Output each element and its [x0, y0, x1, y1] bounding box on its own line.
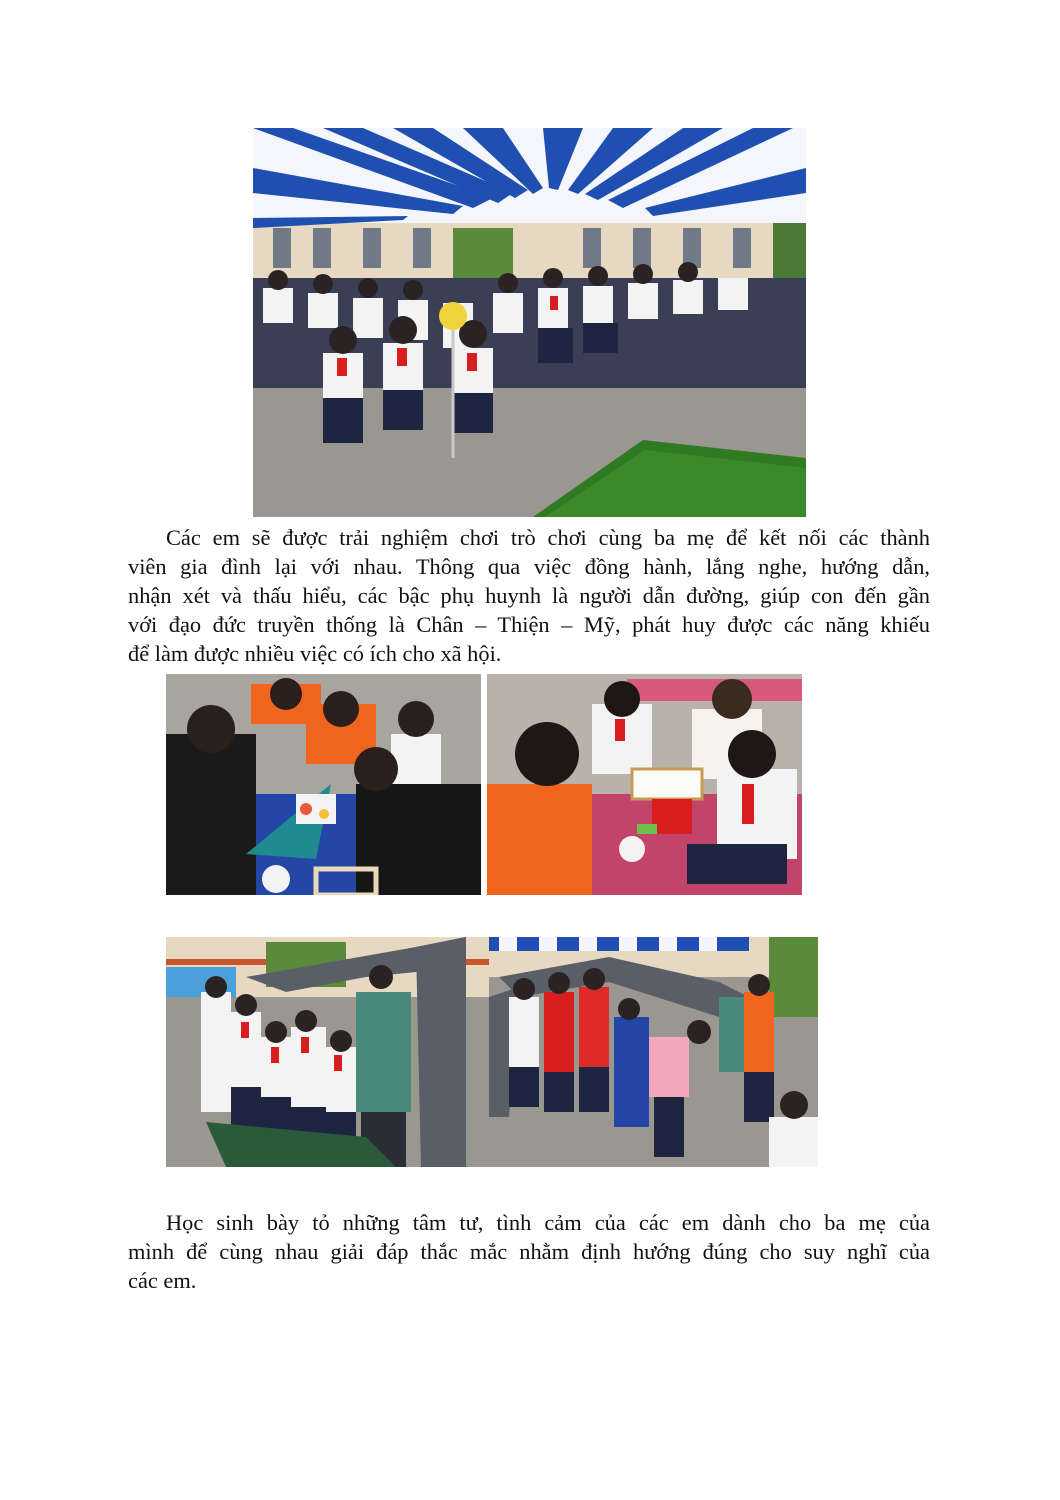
paragraph-1-line-4: với đạo đức truyền thống là Chân – Thiện – Mỹ, phát huy được các năng khiếu: [128, 612, 930, 637]
photo-cloth-tunnel-game-right: [489, 937, 818, 1167]
paragraph-1: [128, 523, 930, 668]
paragraph-2: [128, 1208, 930, 1295]
paragraph-1-line-1: Các em sẽ được trải nghiệm chơi trò chơi cùng ba mẹ để kết nối các thành: [166, 525, 930, 550]
photo-children-playing-mat-game: [487, 674, 802, 895]
paragraph-2-line-3: các em.: [128, 1268, 197, 1293]
paragraph-1-line-5: để làm được nhiều việc có ích cho xã hội.: [128, 641, 502, 666]
photo-students-under-awning: [253, 128, 806, 517]
paragraph-1-line-2: viên gia đình lại với nhau. Thông qua việc đồng hành, lắng nghe, hướng dẫn,: [128, 554, 930, 579]
photo-cloth-tunnel-game-left: [166, 937, 489, 1167]
photo-parents-crafting-fan: [166, 674, 481, 895]
paragraph-1-line-3: nhận xét và thấu hiểu, các bậc phụ huynh là người dẫn đường, giúp con đến gần: [128, 583, 930, 608]
paragraph-2-line-2: mình để cùng nhau giải đáp thắc mắc nhằm định hướng đúng cho suy nghĩ của: [128, 1239, 930, 1264]
paragraph-2-line-1: Học sinh bày tỏ những tâm tư, tình cảm của các em dành cho ba mẹ của: [166, 1210, 930, 1235]
